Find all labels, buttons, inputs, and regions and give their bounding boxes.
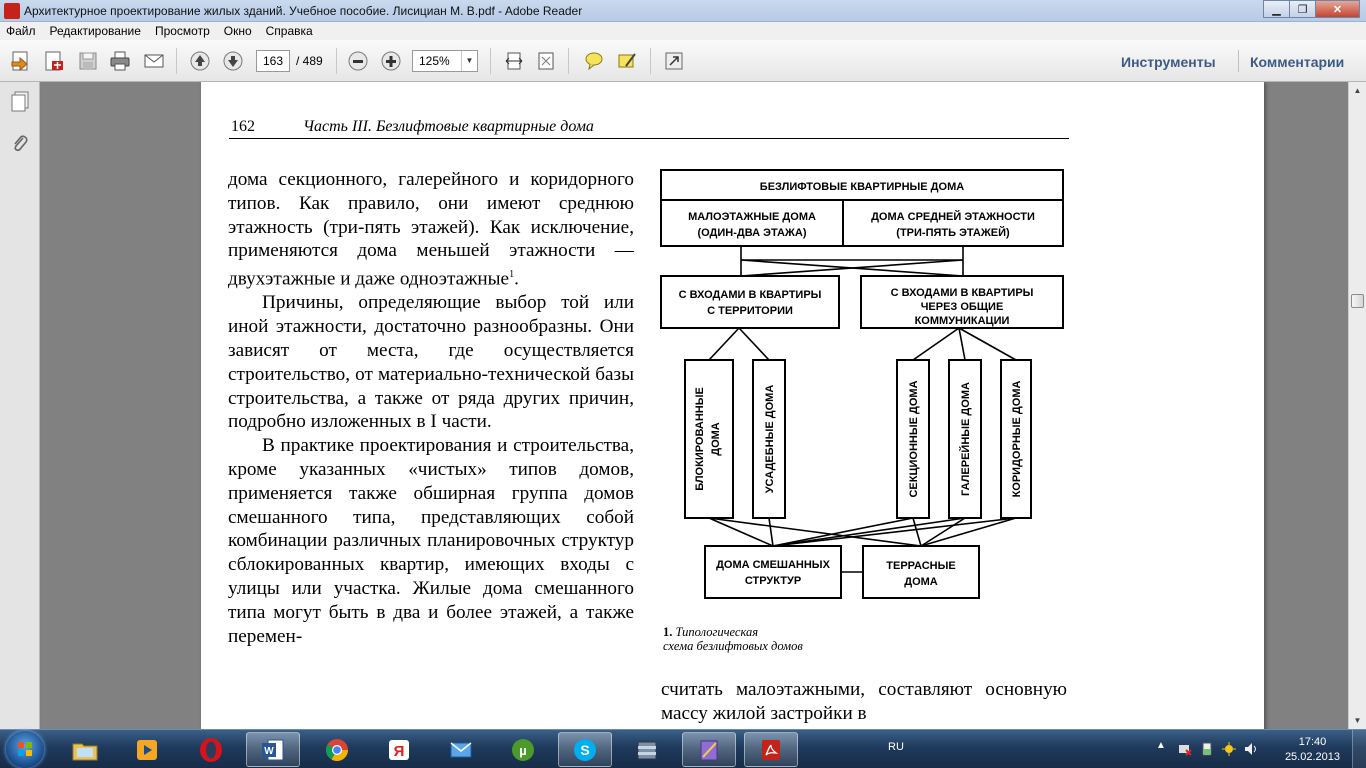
menu-window[interactable]: Окно xyxy=(223,24,252,38)
figure-caption xyxy=(663,625,803,653)
diagram-label-entry-territory-2: С ТЕРРИТОРИИ xyxy=(707,305,793,317)
typology-diagram xyxy=(659,168,1067,608)
menu-help[interactable]: Справка xyxy=(265,24,313,38)
zoom-in-icon[interactable] xyxy=(379,49,403,73)
diagram-label-corridor: КОРИДОРНЫЕ ДОМА xyxy=(1011,380,1023,498)
document-view[interactable] xyxy=(41,82,1348,729)
email-icon[interactable] xyxy=(142,49,166,73)
expand-icon[interactable] xyxy=(662,49,686,73)
diagram-label-mixed-2: СТРУКТУР xyxy=(744,575,802,587)
scroll-down-icon[interactable]: ▼ xyxy=(1353,716,1362,725)
zoom-value: 125% xyxy=(419,54,450,68)
diagram-box-mid-rise xyxy=(843,200,1063,246)
svg-text:S: S xyxy=(580,741,590,758)
paragraph: Причины, определяющие выбор той или иной этажности, достаточно разнообразны. Они зависят от места, где осуществляется строительство, от материально-технической базы строительства, а также от ряда других причин, подробно изложенных в I части. xyxy=(228,292,634,433)
previous-page-icon[interactable] xyxy=(188,49,212,73)
diagram-label-entry-common-1: С ВХОДАМИ В КВАРТИРЫ xyxy=(890,287,1034,299)
minimize-button[interactable]: ▁ xyxy=(1263,0,1290,18)
left-column-text xyxy=(228,168,634,648)
clock-time: 17:40 xyxy=(1298,736,1327,748)
diagram-box-blocked xyxy=(685,360,733,518)
diagram-label-entry-common-2: ЧЕРЕЗ ОБЩИЕ xyxy=(920,301,1004,313)
svg-text:W: W xyxy=(264,745,274,757)
taskbar xyxy=(0,729,1366,768)
diagram-box-entry-territory xyxy=(661,276,839,328)
diagram-label-blocked-1: БЛОКИРОВАННЫЕ xyxy=(694,387,706,491)
title-bar xyxy=(0,0,1366,22)
window-controls xyxy=(1263,0,1360,19)
paragraph: В практике проектирования и строительства, кроме указанных «чистых» типов домов, применяется также обширная группа домов смешанного типа, представляющих собой комбинации различных планировочных структур сблокированных квартир, имеющих входы с улицы или участка. Жилые дома смешанного типа могут быть в два и более этажей, а также перемен- xyxy=(228,435,634,647)
caption-line-1: Типологическая xyxy=(675,625,759,639)
paragraph-text: дома секционного, галерейного и коридорного типов. Как правило, они имеют среднюю этажность (три-пять этажей). Как исключение, применяются дома меньшей этажности — двухэтажные и даже одноэтажные xyxy=(228,169,634,290)
page-number: 162 xyxy=(231,118,255,135)
chevron-down-icon[interactable]: ▼ xyxy=(461,51,477,71)
menu-view[interactable]: Просмотр xyxy=(154,24,210,38)
mail-taskbar-icon[interactable] xyxy=(434,732,488,767)
svg-text:Я: Я xyxy=(393,742,405,760)
adobe-reader-icon xyxy=(4,3,20,19)
diagram-label-entry-territory-1: С ВХОДАМИ В КВАРТИРЫ xyxy=(678,289,822,301)
page-total: / 489 xyxy=(296,54,323,68)
zoom-select[interactable] xyxy=(412,50,478,72)
show-desktop-button[interactable] xyxy=(1352,730,1366,768)
diagram-box-low-rise xyxy=(661,200,843,246)
notes-taskbar-icon[interactable] xyxy=(682,732,736,767)
page-number-input[interactable]: 163 xyxy=(256,50,290,72)
clock[interactable] xyxy=(1285,735,1340,765)
fit-width-icon[interactable] xyxy=(502,49,526,73)
diagram-label-manor: УСАДЕБНЫЕ ДОМА xyxy=(764,384,776,494)
toolbar-separator xyxy=(650,48,651,74)
comments-pane-link[interactable]: Комментарии xyxy=(1250,54,1345,70)
footnote-mark: 1 xyxy=(509,269,515,281)
navigation-pane xyxy=(0,82,40,729)
chrome-taskbar-icon[interactable] xyxy=(310,732,364,767)
diagram-label-terrace-1: ТЕРРАСНЫЕ xyxy=(886,560,956,572)
chevron-up-icon[interactable]: ▲ xyxy=(1156,740,1166,751)
paragraph: дома секционного, галерейного и коридорного типов. Как правило, они имеют среднюю этажность (три-пять этажей). Как исключение, применяются дома меньшей этажности — двухэтажные и даже одноэтажные$^1$. xyxy=(228,169,634,290)
word-taskbar-icon[interactable] xyxy=(246,732,300,767)
diagram-label-mid-rise-1: ДОМА СРЕДНЕЙ ЭТАЖНОСТИ xyxy=(871,211,1035,223)
create-pdf-icon[interactable] xyxy=(42,49,66,73)
diagram-label-low-rise-1: МАЛОЭТАЖНЫЕ ДОМА xyxy=(688,211,816,223)
caption-number: 1. xyxy=(663,625,673,639)
window-title: Архитектурное проектирование жилых зданий. Учебное пособие. Лисициан М. В.pdf - Adobe Reader xyxy=(24,4,583,18)
volume-icon[interactable] xyxy=(1244,742,1258,756)
toolbar-separator xyxy=(490,48,491,74)
highlight-icon[interactable] xyxy=(615,49,639,73)
maximize-button[interactable]: ❐ xyxy=(1289,0,1316,18)
tools-pane-link[interactable]: Инструменты xyxy=(1121,54,1216,70)
diagram-label-gallery: ГАЛЕРЕЙНЫЕ ДОМА xyxy=(960,382,972,496)
close-button[interactable]: ✕ xyxy=(1315,0,1360,18)
update-icon[interactable] xyxy=(1222,742,1236,756)
caption-line-2: схема безлифтовых домов xyxy=(663,639,803,653)
scroll-thumb[interactable] xyxy=(1351,294,1364,308)
vertical-scrollbar[interactable] xyxy=(1348,82,1366,729)
toolbar-separator xyxy=(568,48,569,74)
diagram-label-low-rise-2: (ОДИН-ДВА ЭТАЖА) xyxy=(697,227,807,239)
diagram-label-mid-rise-2: (ТРИ-ПЯТЬ ЭТАЖЕЙ) xyxy=(896,227,1010,239)
menu-edit[interactable]: Редактирование xyxy=(49,24,141,38)
explorer-taskbar-icon[interactable] xyxy=(58,732,112,767)
header-rule xyxy=(229,138,1069,139)
save-icon[interactable] xyxy=(76,49,100,73)
svg-text:µ: µ xyxy=(519,742,527,758)
system-tray xyxy=(888,730,1366,768)
utorrent-taskbar-icon[interactable] xyxy=(496,732,550,767)
diagram-label-mixed-1: ДОМА СМЕШАННЫХ xyxy=(716,559,830,571)
skype-taskbar-icon[interactable] xyxy=(558,732,612,767)
toolbar-separator xyxy=(336,48,337,74)
next-page-icon[interactable] xyxy=(221,49,245,73)
battery-icon[interactable] xyxy=(1200,742,1214,756)
clock-date: 25.02.2013 xyxy=(1284,751,1340,763)
network-icon[interactable] xyxy=(1178,742,1192,756)
diagram-box-mixed xyxy=(705,546,841,598)
attachments-icon[interactable] xyxy=(9,132,31,156)
page-thumbnails-icon[interactable] xyxy=(9,90,31,114)
adobe-reader-taskbar-icon[interactable] xyxy=(744,732,798,767)
pdf-page xyxy=(201,82,1264,729)
diagram-label-entry-common-3: КОММУНИКАЦИИ xyxy=(914,315,1010,327)
toolbar-separator xyxy=(176,48,177,74)
yandex-taskbar-icon[interactable] xyxy=(372,732,426,767)
language-indicator[interactable]: RU xyxy=(888,741,904,753)
archiver-taskbar-icon[interactable] xyxy=(620,732,674,767)
zoom-out-icon[interactable] xyxy=(346,49,370,73)
scroll-up-icon[interactable]: ▲ xyxy=(1353,86,1362,95)
diagram-label-blocked-2: ДОМА xyxy=(710,422,722,456)
media-player-taskbar-icon[interactable] xyxy=(120,732,174,767)
opera-taskbar-icon[interactable] xyxy=(184,732,238,767)
diagram-label-section: СЕКЦИОННЫЕ ДОМА xyxy=(908,380,920,498)
paragraph: считать малоэтажными, составляют основную массу жилой застройки в xyxy=(661,679,1067,724)
diagram-label-top: БЕЗЛИФТОВЫЕ КВАРТИРНЫЕ ДОМА xyxy=(759,181,965,193)
menu-file[interactable]: Файл xyxy=(6,24,36,38)
right-column-text xyxy=(661,678,1067,726)
toolbar-separator xyxy=(1238,50,1239,72)
running-head-title: Часть III. Безлифтовые квартирные дома xyxy=(303,118,594,135)
diagram-box-terrace xyxy=(863,546,979,598)
start-button[interactable] xyxy=(6,731,44,768)
menu-bar xyxy=(0,22,1366,40)
open-file-icon[interactable] xyxy=(9,49,33,73)
diagram-label-terrace-2: ДОМА xyxy=(904,576,938,588)
comment-icon[interactable] xyxy=(582,49,606,73)
print-icon[interactable] xyxy=(108,49,132,73)
running-head xyxy=(231,118,594,136)
toolbar xyxy=(0,40,1366,82)
fit-page-icon[interactable] xyxy=(534,49,558,73)
